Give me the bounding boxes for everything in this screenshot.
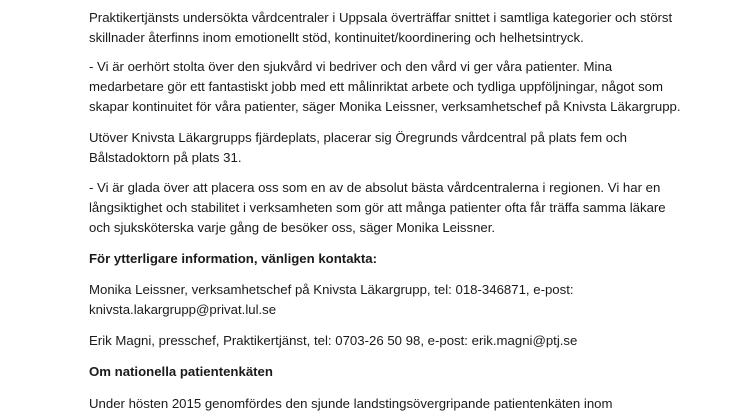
quote-paragraph-1-line-2: medarbetare gör ett fantastiskt jobb med ett målinriktat arbete och tydliga uppföljningar, något som [89,79,663,94]
contact-monika-line-1: Monika Leissner, verksamhetschef på Knivsta Läkargrupp, tel: 018-346871, e-post: [89,282,574,297]
quote-paragraph-2-line-2: långsiktighet och stabilitet i verksamheten som gör att många patienter ofta får träffa samma läkare [89,200,666,215]
contact-heading: För ytterligare information, vänligen kontakta: [89,251,377,266]
ranking-paragraph-line-2: Bålstadoktorn på plats 31. [89,150,242,165]
quote-paragraph-1-line-3: skapar kontinuitet för våra patienter, säger Monika Leissner, verksamhetschef på Knivsta Läkargrupp. [89,99,681,114]
quote-paragraph-2-line-1: - Vi är glada över att placera oss som en av de absolut bästa vårdcentralerna i regionen. Vi har en [89,180,661,195]
ranking-paragraph-line-1: Utöver Knivsta Läkargrupps fjärdeplats, placerar sig Öregrunds vårdcentral på plats fem och [89,130,628,145]
intro-paragraph-line-2: skillnader återfinns inom emotionellt stöd, kontinuitet/koordinering och helhetsintryck. [89,30,584,45]
quote-paragraph-1-line-1: - Vi är oerhört stolta över den sjukvård vi bedriver och den vård vi ger våra patienter. Mina [89,59,613,74]
survey-paragraph-line-1: Under hösten 2015 genomfördes den sjunde landstingsövergripande patientenkäten inom [89,396,613,411]
contact-monika-email: knivsta.lakargrupp@privat.lul.se [89,302,277,317]
intro-paragraph-line-1: Praktikertjänsts undersökta vårdcentraler i Uppsala överträffar snittet i samtliga kategorier och störst [89,10,673,25]
survey-heading: Om nationella patientenkäten [89,364,273,379]
contact-erik: Erik Magni, presschef, Praktikertjänst, tel: 0703-26 50 98, e-post: erik.magni@ptj.se [89,333,578,348]
quote-paragraph-2-line-3: och sjuksköterska varje gång de besöker oss, säger Monika Leissner. [89,220,496,235]
